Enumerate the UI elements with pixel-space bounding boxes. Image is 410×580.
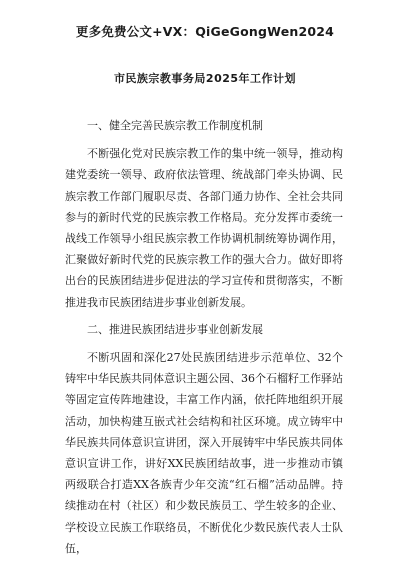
promo-header: 更多免费公文+VX：QiGeGongWen2024 (75, 24, 335, 39)
section-paragraph-2: 不断巩固和深化27处民族团结进步示范单位、32个铸牢中华民族共同体意识主题公园、36个石榴籽工作驿站等固定宣传阵地建设，丰富工作内涵，依托阵地组织开展活动，加快构建互嵌式社会结构和社区环境。成立铸牢中华民族共同体意识宣讲团，深入开展铸牢中华民族共同体意识宣讲工作，讲好XX民族团结故事，进一步推动市镇两级联合打造XX各族青少年交流“红石榴”活动品牌。持续推动在村（社区）和少数民族员工、学生较多的企业、学校设立民族工作联络员，不断优化少数民族代表人士队伍， (65, 351, 343, 555)
section-heading-2: 二、推进民族团结进步事业创新发展 (87, 322, 263, 336)
section-heading-1: 一、健全完善民族宗教工作制度机制 (87, 119, 263, 132)
section-paragraph-1: 不断强化党对民族宗教工作的集中统一领导，推动构建党委统一领导、政府依法管理、统战部门牵头协调、民族宗教工作部门履职尽责、各部门通力协作、全社会共同参与的新时代党的民族宗教工作格局。充分发挥市委统一战线工作领导小组民族宗教工作协调机制统筹协调作用，汇聚做好新时代党的民族宗教工作的强大合力。做好即将出台的民族团结进步促进法的学习宣传和贯彻落实，不断推进我市民族团结进步事业创新发展。 (65, 147, 343, 309)
document-body (65, 115, 343, 565)
document-title: 市民族宗教事务局2025年工作计划 (113, 72, 297, 85)
